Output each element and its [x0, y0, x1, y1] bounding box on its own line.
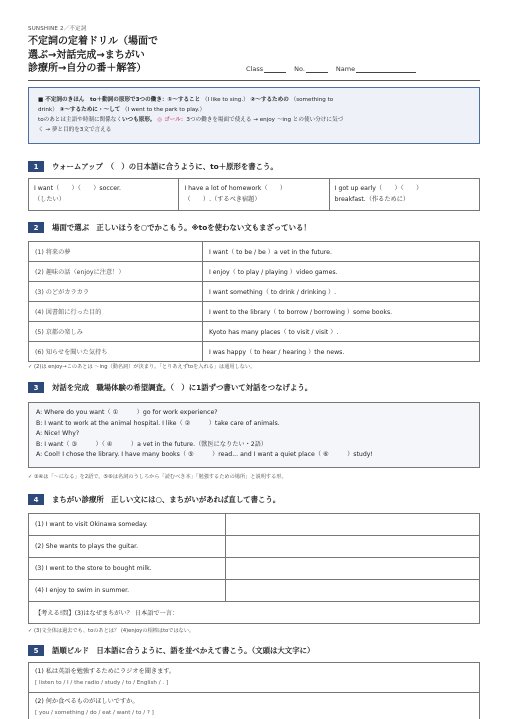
section-heading: 語順ビルド 日本語に合うように、語を並べかえて書こう。（文頭は大文字に）	[52, 646, 315, 655]
section-number: 4	[28, 494, 44, 505]
class-field[interactable]: Class	[246, 65, 286, 73]
choice-table	[28, 241, 480, 362]
choice-cell[interactable]: I was happy（ to hear / hearing ）the news.	[203, 342, 480, 362]
dialogue-line[interactable]: A: Cool! I chose the library. I have many books（ ⑤ ）read... and I want a quiet place（ ⑥ ）study!	[36, 451, 373, 458]
section-heading: 場面で選ぶ 正しいほうを○でかこもう。※toを使わない文もまざっている！	[52, 223, 311, 232]
choice-cell[interactable]: I want something（ to drink / drinking ）.	[203, 282, 480, 302]
number-field[interactable]: No.	[294, 65, 328, 73]
section-heading: まちがい診療所 正しい文には○、まちがいがあれば直して書こう。	[52, 495, 281, 504]
dialogue-line[interactable]: B: I want（ ③ ）（ ④ ）a vet in the future.（獣医になりたい・2語）	[36, 440, 268, 448]
word-order-cell[interactable]: (1) 私は英語を勉強するためにラジオを聞きます。 [ listen to / I / the radio / study / to / English / . ]	[29, 663, 480, 693]
answer-cell[interactable]	[226, 514, 480, 536]
dialogue-box	[28, 402, 480, 468]
section-number: 3	[28, 382, 44, 393]
choice-cell[interactable]: I want（ to be / be ）a vet in the future.	[203, 242, 480, 262]
error-clinic-table	[28, 513, 480, 624]
dialogue-line: A: Nice! Why?	[36, 430, 80, 437]
title-line-3: 診療所→自分の番＋解答）	[28, 63, 147, 74]
table-row: (2) 趣味の話（enjoyに注意！） I enjoy（ to play / playing ）video games.	[29, 262, 480, 282]
section-number: 5	[28, 645, 44, 656]
section-2-header	[28, 222, 480, 233]
course-label: SUNSHINE 2／不定詞	[28, 26, 87, 32]
table-row: (2) She wants to plays the guitar.	[29, 536, 480, 558]
table-row: (4) 図書館に行った目的 I went to the library（ to borrow / borrowing ）some books.	[29, 302, 480, 322]
section-2-note: ✓ (2)は enjoy→このあとは 〜ing（動名詞）が決まり。「とりあえずtoを入れる」は通用しない。	[28, 364, 256, 370]
table-row: (3) のどがカラカラ I want something（ to drink / drinking ）.	[29, 282, 480, 302]
section-4-header	[28, 494, 480, 505]
table-row	[29, 663, 480, 693]
table-row: (3) I went to the store to bought milk.	[29, 558, 480, 580]
choice-cell[interactable]: I went to the library（ to borrow / borrowing ）some books.	[203, 302, 480, 322]
section-4-note: ✓ (3)文全体は過去でも、toのあとは？ (4)enjoyの相棒はtoではない。	[28, 628, 195, 634]
table-row: (4) I enjoy to swim in summer.	[29, 580, 480, 602]
table-row: (1) I want to visit Okinawa someday.	[29, 514, 480, 536]
table-row	[29, 602, 480, 624]
answer-cell[interactable]	[226, 536, 480, 558]
warmup-cell[interactable]: I got up early（ ）（ ） breakfast.（作るために）	[329, 179, 479, 211]
student-info	[246, 65, 416, 73]
header-divider	[28, 80, 480, 81]
table-row: (6) 知らせを聞いた気持ち I was happy（ to hear / hearing ）the news.	[29, 342, 480, 362]
dialogue-line[interactable]: A: Where do you want（ ① ）go for work experience?	[36, 409, 218, 416]
page-title	[28, 35, 238, 76]
section-3-header	[28, 382, 480, 393]
warmup-cell[interactable]: I have a lot of homework（ ） （ ）.（するべき宿題）	[179, 179, 329, 211]
dialogue-line[interactable]: B: I want to work at the animal hospital. I like（ ② ）take care of animals.	[36, 419, 280, 427]
warmup-table	[28, 178, 480, 211]
answer-cell[interactable]	[226, 558, 480, 580]
title-line-2: 選ぶ→対話完成→まちがい	[28, 49, 145, 61]
think-question[interactable]: 【考える!問】(3)はなぜまちがい？ 日本語で一言：	[29, 602, 480, 624]
table-row	[29, 693, 480, 719]
table-row: (5) 京都の楽しみ Kyoto has many places（ to visit / visit ）.	[29, 322, 480, 342]
name-field[interactable]: Name	[336, 65, 416, 73]
warmup-cell[interactable]: I want（ ）（ ）soccer. （したい）	[29, 179, 179, 211]
word-order-table	[28, 662, 480, 719]
table-row: (1) 将来の夢 I want（ to be / be ）a vet in the future.	[29, 242, 480, 262]
title-line-1: 不定詞の定着ドリル（場面で	[28, 36, 158, 47]
section-heading: ウォームアップ （ ）の日本語に合うように、to＋原形を書こう。	[52, 162, 278, 171]
section-number: 2	[28, 222, 44, 233]
goal-label: ◎ ゴール：	[157, 117, 187, 123]
section-heading: 対話を完成 職場体験の希望調査。（ ）に1語ずつ書いて対話をつなげよう。	[52, 383, 313, 392]
choice-cell[interactable]: I enjoy（ to play / playing ）video games.	[203, 262, 480, 282]
choice-cell[interactable]: Kyoto has many places（ to visit / visit ）.	[203, 322, 480, 342]
section-1-header	[28, 161, 480, 172]
summary-box: ■ 不定詞のきほん to＋動詞の原形で3つの働き：①〜すること （I like to sing.） ②〜するための （something to drink） ③〜するために・〜して （I went to the park to play.） toのあとは主語や時制に関係なくいつも原形。 ◎ ゴール：3つの働きを場面で使える → enjoy 〜ing との使い分けに気づ く → 夢と目的を3文で言える	[28, 87, 480, 144]
section-3-note: ✓ ③④は「〜になる」を2語で。⑤⑥は名詞のうしろから「読むべき本」「勉強するための場所」と説明する形。	[28, 474, 287, 480]
section-5-header	[28, 645, 480, 656]
answer-cell[interactable]	[226, 580, 480, 602]
word-order-cell[interactable]: (2) 何か食べるものがほしいですか。 [ you / something / do / eat / want / to / ? ]	[29, 693, 480, 719]
section-number: 1	[28, 161, 44, 172]
